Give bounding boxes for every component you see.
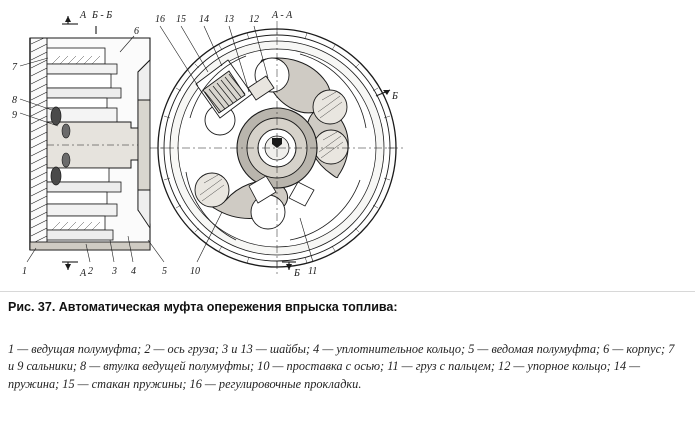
- callout-6: 6: [134, 26, 139, 37]
- section-label-aa-top: A - A: [272, 10, 293, 21]
- figure-caption: [8, 300, 668, 316]
- section-label-b-bottom: Б: [294, 268, 300, 279]
- callout-2: 2: [88, 266, 93, 277]
- figure-legend: 1 — ведущая полумуфта; 2 — ось груза; 3 и 13 — шайбы; 4 — уплотнительное кольцо; 5 — ведомая полумуфта; 6 — корпус; 7 и 9 сальники; 8 — втулка ведущей полумуфты; 10 — проставка с осью; 11 — груз с пальцем; 12 — упорное кольцо; 14 — пружина; 15 — стакан пружины; 16 — регулировочные прокладки.: [8, 342, 675, 391]
- figure-number: Рис. 37.: [8, 300, 56, 314]
- callout-11: 11: [308, 266, 318, 277]
- section-marker-a-top: [62, 16, 78, 24]
- callout-9: 9: [12, 110, 17, 121]
- callout-1: 1: [22, 266, 27, 277]
- callout-12: 12: [249, 14, 259, 25]
- section-label-a-bottom: A: [80, 268, 87, 279]
- callout-15: 15: [176, 14, 186, 25]
- callout-16: 16: [155, 14, 165, 25]
- section-bb-view: [20, 16, 164, 270]
- callout-14: 14: [199, 14, 209, 25]
- callout-10: 10: [190, 266, 200, 277]
- callout-3: 3: [112, 266, 117, 277]
- callout-8: 8: [12, 95, 17, 106]
- callout-7: 7: [12, 62, 17, 73]
- caption-divider: [0, 291, 695, 292]
- figure-title: Автоматическая муфта опережения впрыска топлива:: [58, 300, 398, 314]
- section-label-a-top: A: [80, 10, 87, 21]
- section-label-b-right: Б: [392, 91, 398, 102]
- callout-5: 5: [162, 266, 167, 277]
- callout-13: 13: [224, 14, 234, 25]
- callout-4: 4: [131, 266, 136, 277]
- section-label-bb-top: Б - Б: [92, 10, 113, 21]
- section-marker-a-bottom: [62, 262, 78, 270]
- section-aa-view: [150, 21, 404, 275]
